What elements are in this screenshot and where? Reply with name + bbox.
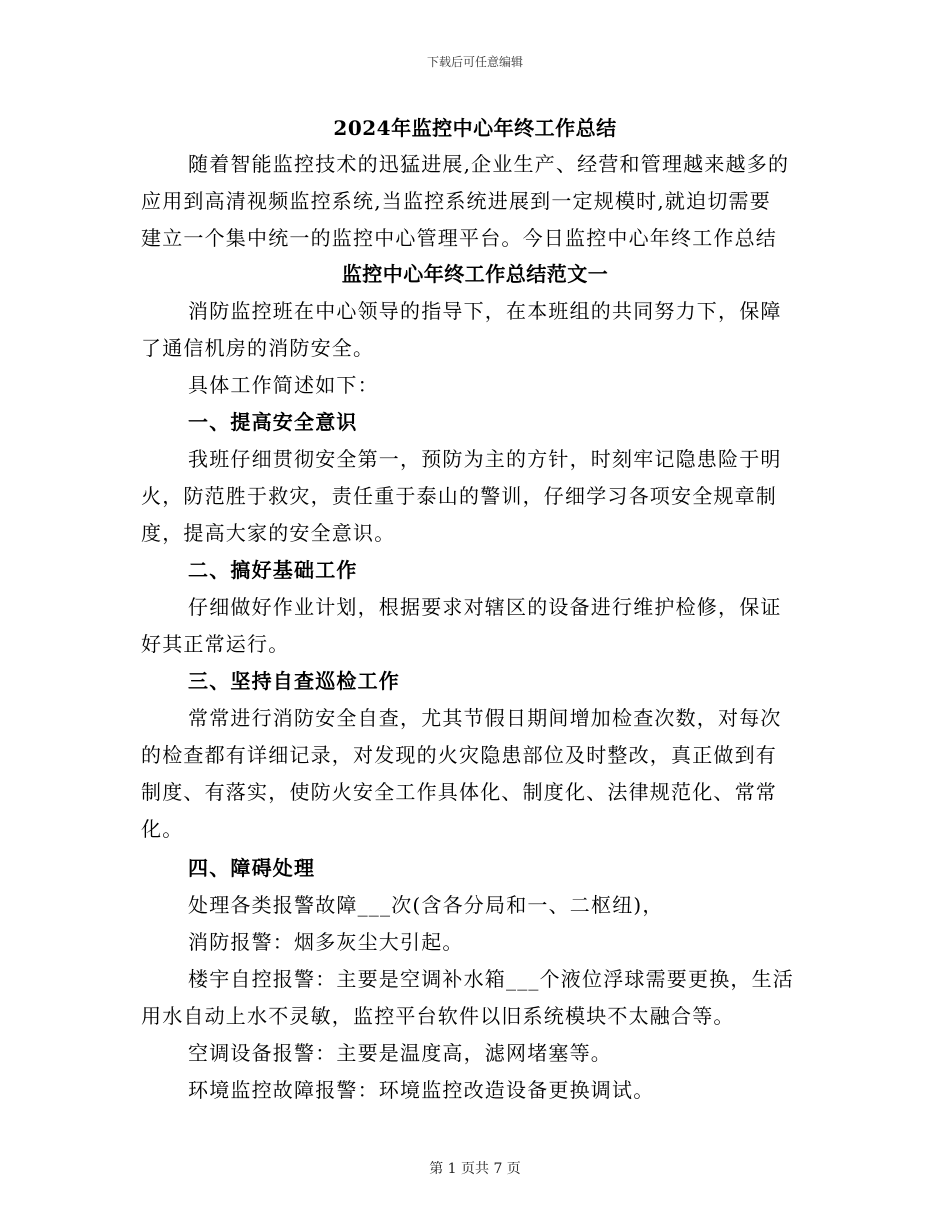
document-title: 2024年监控中心年终工作总结 xyxy=(333,116,617,140)
paragraph-line: 常常进行消防安全自查，尤其节假日期间增加检查次数，对每次 xyxy=(188,706,782,730)
paragraph-line: 好其正常运行。 xyxy=(141,632,290,656)
heading-one: 一、提高安全意识 xyxy=(188,410,358,434)
paragraph-line: 消防监控班在中心领导的指导下，在本班组的共同努力下，保障 xyxy=(188,299,782,323)
intro-line-1: 随着智能监控技术的迅猛进展,企业生产、经营和管理越来越多的 xyxy=(188,152,790,176)
header-note: 下载后可任意编辑 xyxy=(426,55,523,69)
heading-four: 四、障碍处理 xyxy=(188,856,316,880)
paragraph-line: 化。 xyxy=(141,817,184,841)
paragraph-line: 环境监控故障报警：环境监控改造设备更换调试。 xyxy=(188,1078,655,1102)
paragraph-line: 具体工作简述如下： xyxy=(188,373,379,397)
paragraph-line: 消防报警：烟多灰尘大引起。 xyxy=(188,930,464,954)
paragraph-line: 仔细做好作业计划，根据要求对辖区的设备进行维护检修，保证 xyxy=(188,595,782,619)
paragraph-line: 了通信机房的消防安全。 xyxy=(141,336,375,360)
paragraph-line: 制度、有落实，使防火安全工作具体化、制度化、法律规范化、常常 xyxy=(141,780,777,804)
paragraph-line: 空调设备报警：主要是温度高，滤网堵塞等。 xyxy=(188,1041,612,1065)
intro-line-2: 应用到高清视频监控系统,当监控系统进展到一定规模时,就迫切需要 xyxy=(141,189,771,213)
paragraph-line: 处理各类报警故障___次(含各分局和一、二枢纽)， xyxy=(188,893,664,917)
heading-three: 三、坚持自查巡检工作 xyxy=(188,669,400,693)
paragraph-line: 的检查都有详细记录，对发现的火灾隐患部位及时整改，真正做到有 xyxy=(141,743,777,767)
paragraph-line: 火，防范胜于救灾，责任重于泰山的警训，仔细学习各项安全规章制 xyxy=(141,484,777,508)
page-footer: 第 1 页共 7 页 xyxy=(429,1161,521,1177)
section-subtitle: 监控中心年终工作总结范文一 xyxy=(341,262,609,286)
paragraph-line: 度，提高大家的安全意识。 xyxy=(141,521,396,545)
paragraph-line: 楼宇自控报警：主要是空调补水箱___个液位浮球需要更换，生活 xyxy=(188,967,794,991)
paragraph-line: 我班仔细贯彻安全第一，预防为主的方针，时刻牢记隐患险于明 xyxy=(188,447,782,471)
intro-line-3: 建立一个集中统一的监控中心管理平台。今日监控中心年终工作总结 xyxy=(141,226,777,250)
paragraph-line: 用水自动上水不灵敏，监控平台软件以旧系统模块不太融合等。 xyxy=(141,1004,735,1028)
heading-two: 二、搞好基础工作 xyxy=(188,558,358,582)
